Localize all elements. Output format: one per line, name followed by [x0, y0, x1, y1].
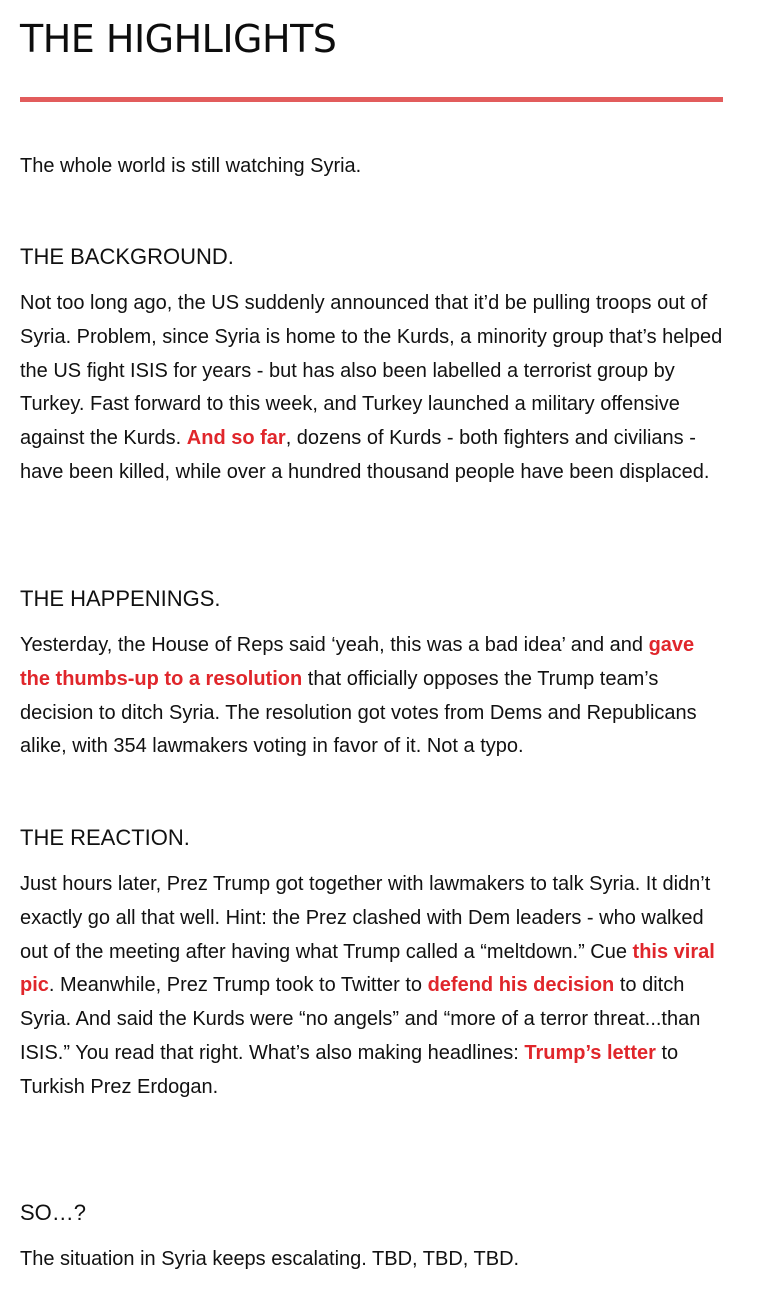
- section-heading-background: THE BACKGROUND.: [20, 244, 234, 269]
- paragraph-text: . Meanwhile, Prez Trump took to Twitter to: [48, 974, 428, 997]
- title-divider: [20, 97, 723, 102]
- section-text-happenings: [20, 629, 723, 764]
- link-trumps-letter[interactable]: Trump’s letter: [524, 1041, 656, 1064]
- link-viral-pic[interactable]: this viral pic: [20, 940, 715, 997]
- paragraph-text: , dozens of Kurds - both fighters and civilians - have been killed, while over a hundred thousand people have been displaced.: [20, 427, 710, 483]
- section-text-background: [20, 287, 723, 490]
- paragraph-text: Not too long ago, the US suddenly announced that it’d be pulling troops out of Syria. Problem, since Syria is home to the Kurds, a minority group that’s helped the US fight ISIS for years - but has also been labelled a terrorist group by Turkey. Fast forward to this week, and Turkey launched a military offensive against the Kurds.: [20, 292, 723, 450]
- section-text-so: The situation in Syria keeps escalating. TBD, TBD, TBD.: [20, 1248, 520, 1270]
- section-text-reaction: [20, 868, 723, 1105]
- paragraph-text: Just hours later, Prez Trump got together with lawmakers to talk Syria. It didn’t exactly go all that well. Hint: the Prez clashed with Dem leaders - who walked out of the meeting after having what Trump called a “meltdown.” Cue: [20, 873, 711, 963]
- section-reaction: [20, 823, 723, 1105]
- paragraph-text: Yesterday, the House of Reps said ‘yeah, this was a bad idea’ and and: [20, 634, 649, 656]
- intro-text: The whole world is still watching Syria.: [20, 155, 362, 177]
- article: [20, 0, 723, 1270]
- section-heading-so: SO…?: [20, 1200, 87, 1225]
- paragraph-text: that officially opposes the Trump team’s decision to ditch Syria. The resolution got votes from Dems and Republicans alike, with 354 lawmakers voting in favor of it. Not a typo.: [20, 667, 697, 758]
- section-so: [20, 1198, 723, 1277]
- link-and-so-far[interactable]: And so far: [186, 427, 286, 450]
- paragraph-text: to Turkish Prez Erdogan.: [20, 1041, 679, 1098]
- section-happenings: [20, 584, 723, 764]
- section-background: [20, 242, 723, 490]
- link-resolution[interactable]: gave the thumbs-up to a resolution: [20, 634, 695, 690]
- paragraph-text: to ditch Syria. And said the Kurds were “no angels” and “more of a terror threat...than ISIS.” You read that right. What’s also making headlines:: [20, 974, 701, 1064]
- section-heading-happenings: THE HAPPENINGS.: [20, 586, 221, 611]
- page-title: THE HIGHLIGHTS: [20, 17, 337, 61]
- section-heading-reaction: THE REACTION.: [20, 825, 190, 850]
- link-defend-decision[interactable]: defend his decision: [427, 974, 615, 997]
